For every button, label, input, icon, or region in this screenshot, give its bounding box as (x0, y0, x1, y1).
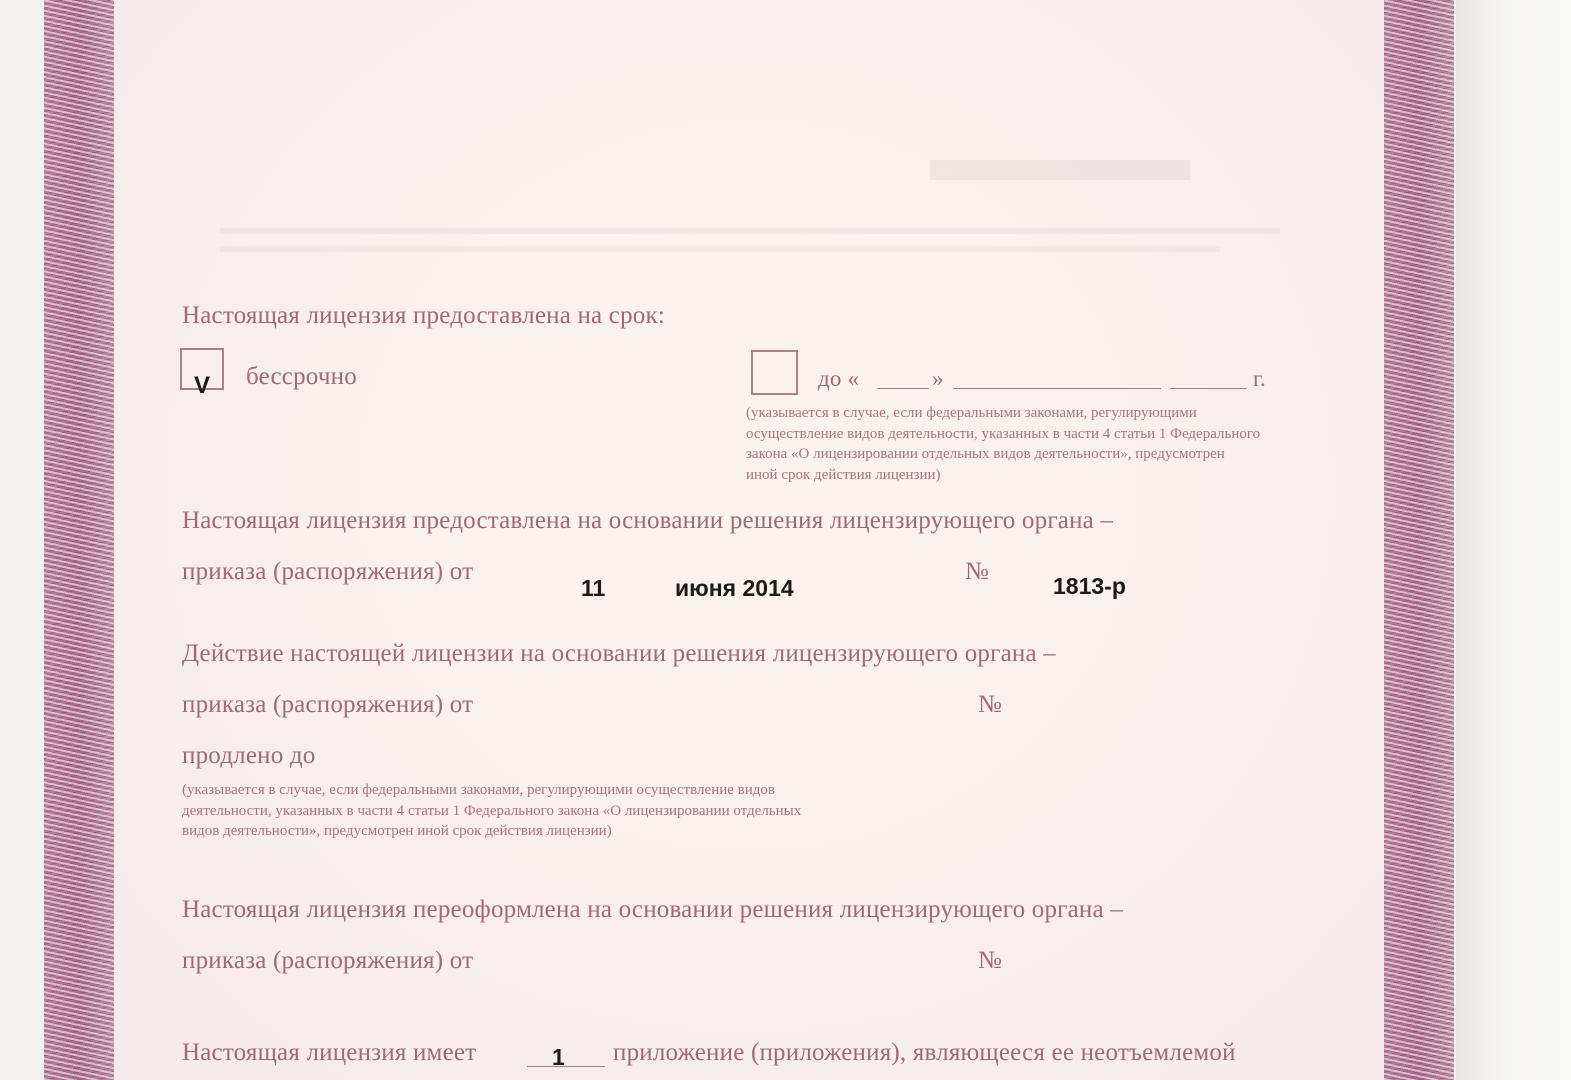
until-month-line (953, 388, 1161, 389)
reissue-number-sign: № (978, 947, 1003, 974)
extension-note-line: видов деятельности», предусмотрен иной срок действия лицензии) (182, 823, 612, 839)
reissue-line-1: Настоящая лицензия переоформлена на основании решения лицензирующего органа – (182, 896, 1123, 923)
until-note-line: иной срок действия лицензии) (746, 466, 941, 483)
guilloche-border-left (44, 0, 114, 1080)
basis-number-sign: № (965, 558, 990, 585)
guilloche-border-right (1384, 0, 1454, 1080)
appendix-prefix: Настоящая лицензия имеет (182, 1039, 477, 1066)
indefinite-label: бессрочно (246, 363, 357, 390)
until-year-line (1170, 388, 1247, 389)
appendix-suffix: приложение (приложения), являющееся ее неотъемлемой (613, 1039, 1236, 1066)
check-mark-icon: V (194, 372, 211, 399)
extension-number-sign: № (978, 691, 1003, 718)
basis-order-day: 11 (581, 575, 606, 601)
term-heading: Настоящая лицензия предоставлена на срок: (182, 302, 665, 329)
basis-order-month-year: июня 2014 (675, 575, 794, 601)
until-note-line: закона «О лицензировании отдельных видов деятельности», предусмотрен (746, 446, 1225, 462)
basis-line-2: приказа (распоряжения) от (182, 558, 474, 585)
bleed-through-mark (220, 228, 1280, 234)
appendix-count-line (527, 1066, 605, 1067)
bleed-through-mark (220, 246, 1220, 252)
extension-line-1: Действие настоящей лицензии на основании решения лицензирующего органа – (182, 640, 1056, 667)
reissue-line-2: приказа (распоряжения) от (182, 947, 474, 974)
bleed-through-mark (930, 160, 1190, 180)
appendix-count: 1 (552, 1044, 565, 1070)
until-date-checkbox[interactable] (751, 350, 798, 395)
extended-until-label: продлено до (182, 742, 316, 769)
basis-order-number: 1813-р (1053, 573, 1126, 599)
scan-margin (1456, 0, 1571, 1080)
extension-note-line: (указывается в случае, если федеральными законами, регулирующими осуществление видов (182, 782, 775, 798)
extension-note-line: деятельности, указанных в части 4 статьи 1 Федерального закона «О лицензировании отдельных (182, 802, 802, 819)
until-year-suffix: г. (1253, 366, 1266, 391)
until-prefix: до « (818, 366, 860, 391)
until-day-line (877, 388, 929, 389)
basis-line-1: Настоящая лицензия предоставлена на основании решения лицензирующего органа – (182, 507, 1114, 534)
extension-line-2: приказа (распоряжения) от (182, 691, 474, 718)
until-note-line: (указывается в случае, если федеральными законами, регулирующими (746, 405, 1197, 421)
until-note-line: осуществление видов деятельности, указанных в части 4 статьи 1 Федерального (746, 425, 1261, 442)
until-quote-close: » (932, 366, 944, 391)
